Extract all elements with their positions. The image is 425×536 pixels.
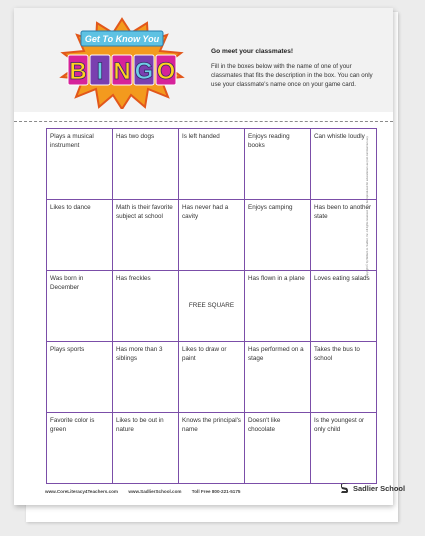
bingo-cell: Likes to dance — [47, 200, 113, 271]
bingo-cell: Takes the bus to school — [311, 342, 377, 413]
bingo-cell: Has flown in a plane — [245, 271, 311, 342]
logo-top-text: Get To Know You — [84, 34, 160, 44]
bingo-cell: Is left handed — [179, 129, 245, 200]
bingo-logo — [47, 17, 197, 109]
logo-letter: I — [96, 58, 104, 85]
bingo-cell: Favorite color is green — [47, 413, 113, 484]
instructions-title: Go meet your classmates! — [211, 48, 294, 55]
bingo-cell: Plays sports — [47, 342, 113, 413]
bingo-row — [47, 413, 377, 484]
brand-name: Sadlier School — [353, 483, 406, 493]
logo-letter: G — [134, 58, 154, 85]
bingo-cell: Knows the principal's name — [179, 413, 245, 484]
logo-letter: B — [69, 58, 87, 85]
instructions — [211, 48, 381, 89]
footer-link-sadlier[interactable]: www.SadlierSchool.com — [128, 489, 182, 494]
bingo-cell: Has never had a cavity — [179, 200, 245, 271]
bingo-cell: Likes to draw or paint — [179, 342, 245, 413]
bingo-cell: Was born in December — [47, 271, 113, 342]
legal-notice: Copyright © by William H. Sadlier, Inc. All rights reserved. May be reproduced for educational use (not commercial use). — [366, 135, 369, 278]
sadlier-brand — [341, 482, 405, 494]
bingo-cell: Enjoys camping — [245, 200, 311, 271]
bingo-cell: Plays a musical instrument — [47, 129, 113, 200]
bingo-cell: Has performed on a stage — [245, 342, 311, 413]
bingo-cell: Math is their favorite subject at school — [113, 200, 179, 271]
cut-line — [14, 121, 393, 122]
bingo-cell: Loves eating salads — [311, 271, 377, 342]
bingo-cell: Has freckles — [113, 271, 179, 342]
footer-links — [45, 489, 249, 494]
bingo-row — [47, 271, 377, 342]
bingo-row — [47, 200, 377, 271]
free-square: FREE SQUARE — [179, 271, 245, 342]
logo-letter: O — [156, 58, 176, 85]
bingo-cell: Can whistle loudly — [311, 129, 377, 200]
bingo-cell: Doesn't like chocolate — [245, 413, 311, 484]
logo-letter: N — [113, 58, 131, 85]
bingo-cell: Has two dogs — [113, 129, 179, 200]
bingo-cell: Likes to be out in nature — [113, 413, 179, 484]
bingo-row — [47, 342, 377, 413]
bingo-row — [47, 129, 377, 200]
worksheet-page — [14, 8, 406, 505]
logo-letters — [68, 55, 176, 85]
bingo-cell: Is the youngest or only child — [311, 413, 377, 484]
bingo-card — [46, 128, 377, 484]
sadlier-logo-icon — [341, 482, 350, 494]
footer-link-coreliteracy[interactable]: www.CoreLiteracy4Teachers.com — [45, 489, 119, 494]
instructions-text: Fill in the boxes below with the name of one of your classmates that fits the description in the box. You can only use your classmate's name once on your game card. — [211, 63, 373, 88]
bingo-cell: Has more than 3 siblings — [113, 342, 179, 413]
footer-phone: Toll Free 800-221-5175 — [191, 489, 241, 494]
bingo-cell: Enjoys reading books — [245, 129, 311, 200]
bingo-cell: Has been to another state — [311, 200, 377, 271]
